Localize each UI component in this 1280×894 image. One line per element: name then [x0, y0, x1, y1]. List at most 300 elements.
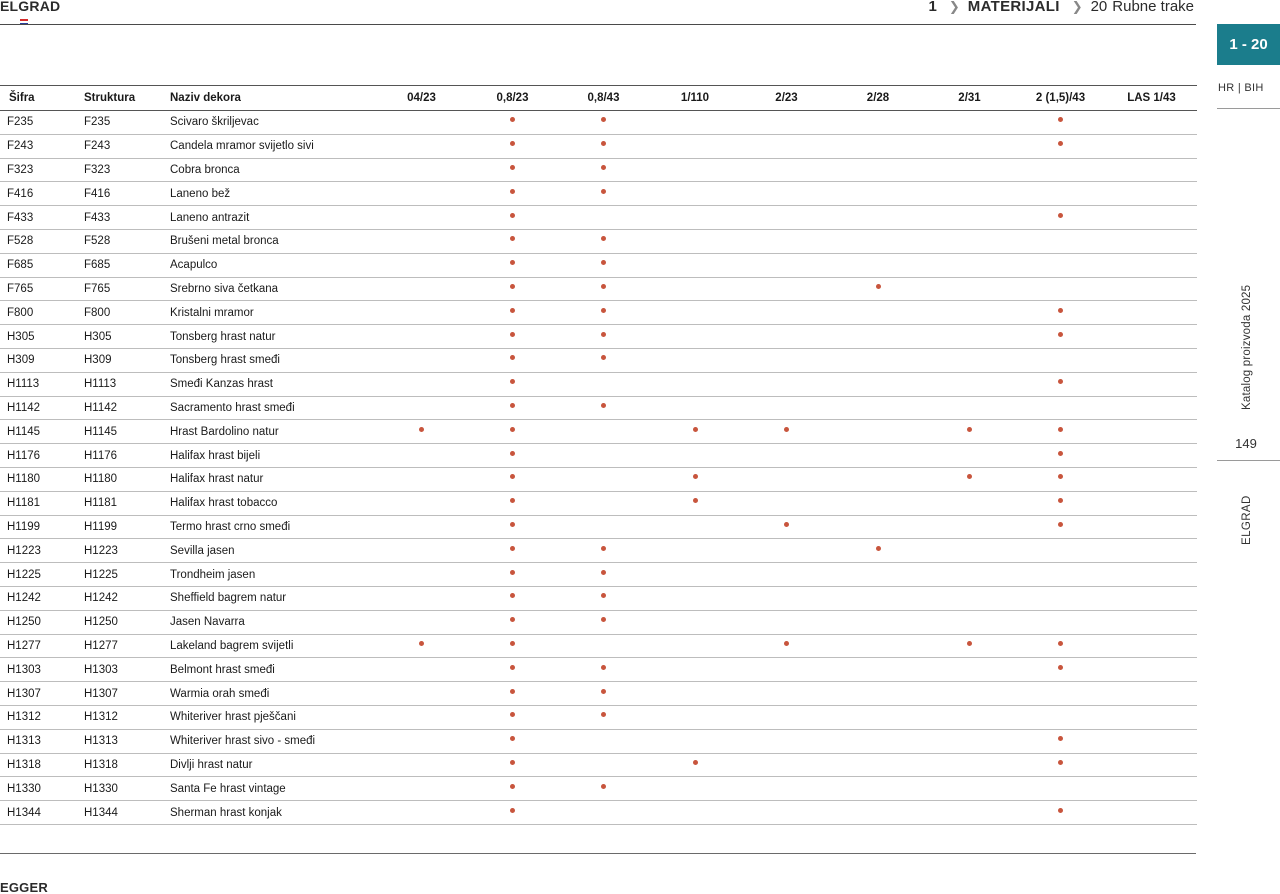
- cell-availability: [832, 753, 924, 777]
- cell-decor-name: Halifax hrast bijeli: [161, 444, 376, 468]
- cell-availability: [376, 777, 467, 801]
- cell-availability: [832, 444, 924, 468]
- cell-availability: [924, 515, 1015, 539]
- sidebar-divider: [1217, 108, 1280, 109]
- cell-availability: [832, 658, 924, 682]
- cell-availability: [1015, 586, 1106, 610]
- cell-availability: [649, 586, 741, 610]
- cell-availability: [376, 253, 467, 277]
- cell-availability: [832, 467, 924, 491]
- cell-availability: [1106, 610, 1197, 634]
- cell-availability: [558, 705, 649, 729]
- availability-dot-icon: [601, 617, 606, 622]
- cell-availability: [467, 444, 558, 468]
- cell-structure: F800: [75, 301, 161, 325]
- cell-availability: [1106, 277, 1197, 301]
- cell-availability: [376, 467, 467, 491]
- cell-availability: [376, 277, 467, 301]
- cell-availability: [924, 111, 1015, 135]
- cell-availability: [741, 158, 832, 182]
- cell-availability: [376, 705, 467, 729]
- table-row: [0, 658, 1197, 682]
- cell-availability: [649, 277, 741, 301]
- cell-availability: [1015, 539, 1106, 563]
- availability-dot-icon: [510, 165, 515, 170]
- cell-availability: [467, 491, 558, 515]
- cell-code: H1242: [0, 586, 75, 610]
- cell-availability: [1106, 134, 1197, 158]
- availability-dot-icon: [510, 355, 515, 360]
- cell-availability: [1015, 491, 1106, 515]
- table-header-row: [0, 86, 1197, 111]
- cell-availability: [741, 777, 832, 801]
- availability-dot-icon: [601, 784, 606, 789]
- cell-decor-name: Candela mramor svijetlo sivi: [161, 134, 376, 158]
- cell-availability: [376, 134, 467, 158]
- cell-availability: [467, 182, 558, 206]
- cell-availability: [924, 586, 1015, 610]
- cell-availability: [376, 491, 467, 515]
- section-tab[interactable]: 1 - 20: [1217, 24, 1280, 65]
- cell-availability: [1106, 539, 1197, 563]
- table-row: [0, 539, 1197, 563]
- cell-availability: [1106, 420, 1197, 444]
- availability-dot-icon: [1058, 117, 1063, 122]
- cell-availability: [558, 467, 649, 491]
- cell-availability: [741, 206, 832, 230]
- cell-availability: [1015, 229, 1106, 253]
- cell-availability: [1015, 634, 1106, 658]
- cell-availability: [741, 325, 832, 349]
- cell-availability: [558, 348, 649, 372]
- cell-availability: [649, 206, 741, 230]
- column-header: Naziv dekora: [161, 86, 376, 111]
- cell-availability: [924, 801, 1015, 825]
- availability-dot-icon: [510, 665, 515, 670]
- cell-availability: [649, 444, 741, 468]
- cell-availability: [649, 396, 741, 420]
- availability-dot-icon: [510, 236, 515, 241]
- cell-availability: [649, 182, 741, 206]
- availability-dot-icon: [419, 641, 424, 646]
- cell-availability: [467, 348, 558, 372]
- availability-dot-icon: [601, 546, 606, 551]
- cell-availability: [376, 801, 467, 825]
- cell-availability: [741, 444, 832, 468]
- availability-dot-icon: [784, 427, 789, 432]
- availability-dot-icon: [1058, 332, 1063, 337]
- cell-availability: [558, 586, 649, 610]
- cell-availability: [558, 777, 649, 801]
- availability-dot-icon: [601, 260, 606, 265]
- availability-dot-icon: [510, 784, 515, 789]
- table-row: [0, 301, 1197, 325]
- column-header: 2/28: [832, 86, 924, 111]
- cell-availability: [1106, 301, 1197, 325]
- availability-dot-icon: [1058, 213, 1063, 218]
- cell-availability: [741, 586, 832, 610]
- availability-dot-icon: [967, 474, 972, 479]
- cell-availability: [558, 610, 649, 634]
- column-header: Struktura: [75, 86, 161, 111]
- cell-availability: [467, 134, 558, 158]
- cell-availability: [832, 325, 924, 349]
- cell-availability: [741, 658, 832, 682]
- availability-dot-icon: [510, 474, 515, 479]
- cell-decor-name: Sheffield bagrem natur: [161, 586, 376, 610]
- cell-code: H1145: [0, 420, 75, 444]
- cell-code: F800: [0, 301, 75, 325]
- cell-availability: [832, 515, 924, 539]
- cell-availability: [924, 729, 1015, 753]
- cell-availability: [741, 539, 832, 563]
- cell-availability: [1106, 111, 1197, 135]
- cell-code: H1277: [0, 634, 75, 658]
- cell-availability: [741, 705, 832, 729]
- availability-dot-icon: [1058, 522, 1063, 527]
- availability-dot-icon: [693, 474, 698, 479]
- availability-dot-icon: [601, 308, 606, 313]
- availability-dot-icon: [601, 165, 606, 170]
- cell-availability: [467, 658, 558, 682]
- cell-availability: [832, 301, 924, 325]
- cell-availability: [1106, 634, 1197, 658]
- table-row: [0, 229, 1197, 253]
- cell-availability: [1015, 348, 1106, 372]
- cell-decor-name: Sherman hrast konjak: [161, 801, 376, 825]
- cell-availability: [832, 396, 924, 420]
- cell-availability: [741, 682, 832, 706]
- table-row: [0, 610, 1197, 634]
- breadcrumb-section-number: 20: [1090, 0, 1108, 15]
- availability-dot-icon: [1058, 141, 1063, 146]
- table-row: [0, 158, 1197, 182]
- table-row: [0, 396, 1197, 420]
- cell-availability: [649, 253, 741, 277]
- availability-dot-icon: [510, 117, 515, 122]
- cell-availability: [832, 253, 924, 277]
- cell-availability: [832, 563, 924, 587]
- cell-code: F323: [0, 158, 75, 182]
- cell-decor-name: Acapulco: [161, 253, 376, 277]
- cell-availability: [1015, 444, 1106, 468]
- chevron-right-icon: ❯: [1071, 0, 1083, 14]
- column-header: 0,8/43: [558, 86, 649, 111]
- cell-structure: H1176: [75, 444, 161, 468]
- cell-structure: F416: [75, 182, 161, 206]
- cell-availability: [1106, 229, 1197, 253]
- availability-dot-icon: [601, 665, 606, 670]
- breadcrumb-section-title: Rubne trake: [1112, 0, 1194, 15]
- cell-availability: [376, 301, 467, 325]
- brand-logo-bottom: EGGER: [0, 880, 48, 894]
- cell-availability: [376, 753, 467, 777]
- cell-availability: [467, 229, 558, 253]
- cell-availability: [558, 372, 649, 396]
- cell-availability: [467, 539, 558, 563]
- cell-availability: [558, 515, 649, 539]
- cell-availability: [558, 111, 649, 135]
- availability-dot-icon: [1058, 808, 1063, 813]
- cell-availability: [376, 206, 467, 230]
- cell-availability: [924, 753, 1015, 777]
- table-row: [0, 634, 1197, 658]
- cell-availability: [1015, 753, 1106, 777]
- column-header: 2 (1,5)/43: [1015, 86, 1106, 111]
- cell-availability: [1015, 277, 1106, 301]
- table-body: [0, 111, 1197, 825]
- cell-decor-name: Warmia orah smeđi: [161, 682, 376, 706]
- cell-availability: [376, 325, 467, 349]
- cell-availability: [1015, 515, 1106, 539]
- cell-availability: [1015, 705, 1106, 729]
- cell-code: H1330: [0, 777, 75, 801]
- cell-availability: [376, 348, 467, 372]
- cell-availability: [741, 277, 832, 301]
- cell-availability: [376, 682, 467, 706]
- cell-structure: F765: [75, 277, 161, 301]
- cell-availability: [741, 420, 832, 444]
- cell-availability: [558, 420, 649, 444]
- cell-availability: [649, 229, 741, 253]
- cell-availability: [1106, 586, 1197, 610]
- cell-availability: [1015, 563, 1106, 587]
- cell-availability: [649, 325, 741, 349]
- cell-availability: [832, 206, 924, 230]
- availability-dot-icon: [510, 451, 515, 456]
- cell-availability: [467, 467, 558, 491]
- cell-availability: [558, 396, 649, 420]
- cell-availability: [376, 444, 467, 468]
- cell-code: H1181: [0, 491, 75, 515]
- cell-decor-name: Cobra bronca: [161, 158, 376, 182]
- cell-availability: [649, 515, 741, 539]
- availability-dot-icon: [1058, 641, 1063, 646]
- cell-decor-name: Kristalni mramor: [161, 301, 376, 325]
- cell-availability: [467, 634, 558, 658]
- cell-availability: [832, 729, 924, 753]
- cell-availability: [832, 539, 924, 563]
- catalog-title: Katalog proizvoda 2025: [1241, 284, 1253, 410]
- cell-availability: [1015, 396, 1106, 420]
- cell-decor-name: Halifax hrast tobacco: [161, 491, 376, 515]
- cell-structure: H1318: [75, 753, 161, 777]
- cell-availability: [741, 729, 832, 753]
- availability-dot-icon: [510, 189, 515, 194]
- cell-decor-name: Divlji hrast natur: [161, 753, 376, 777]
- cell-availability: [924, 634, 1015, 658]
- cell-availability: [924, 444, 1015, 468]
- availability-dot-icon: [693, 498, 698, 503]
- cell-availability: [924, 229, 1015, 253]
- cell-availability: [376, 634, 467, 658]
- cell-availability: [467, 111, 558, 135]
- table-row: [0, 253, 1197, 277]
- cell-availability: [1015, 801, 1106, 825]
- cell-availability: [558, 539, 649, 563]
- cell-availability: [741, 610, 832, 634]
- cell-availability: [1106, 801, 1197, 825]
- language-label: HR | BIH: [1218, 82, 1264, 94]
- cell-decor-name: Sevilla jasen: [161, 539, 376, 563]
- cell-availability: [1106, 158, 1197, 182]
- cell-availability: [558, 134, 649, 158]
- cell-availability: [832, 491, 924, 515]
- cell-structure: F433: [75, 206, 161, 230]
- table-row: [0, 420, 1197, 444]
- cell-structure: H1344: [75, 801, 161, 825]
- cell-availability: [1106, 658, 1197, 682]
- cell-availability: [649, 539, 741, 563]
- cell-availability: [649, 158, 741, 182]
- availability-dot-icon: [510, 141, 515, 146]
- cell-availability: [376, 111, 467, 135]
- availability-dot-icon: [510, 332, 515, 337]
- cell-structure: F235: [75, 111, 161, 135]
- cell-structure: F685: [75, 253, 161, 277]
- cell-decor-name: Laneno antrazit: [161, 206, 376, 230]
- availability-dot-icon: [601, 570, 606, 575]
- cell-availability: [467, 801, 558, 825]
- cell-availability: [649, 134, 741, 158]
- cell-availability: [376, 586, 467, 610]
- availability-dot-icon: [419, 427, 424, 432]
- cell-availability: [741, 634, 832, 658]
- cell-code: F528: [0, 229, 75, 253]
- cell-availability: [741, 753, 832, 777]
- availability-dot-icon: [510, 712, 515, 717]
- table-row: [0, 801, 1197, 825]
- cell-structure: H1113: [75, 372, 161, 396]
- availability-dot-icon: [1058, 760, 1063, 765]
- cell-availability: [376, 229, 467, 253]
- column-header: LAS 1/43: [1106, 86, 1197, 111]
- column-header: 2/31: [924, 86, 1015, 111]
- cell-availability: [832, 634, 924, 658]
- cell-availability: [1106, 491, 1197, 515]
- cell-decor-name: Brušeni metal bronca: [161, 229, 376, 253]
- cell-availability: [924, 372, 1015, 396]
- availability-dot-icon: [510, 617, 515, 622]
- availability-dot-icon: [1058, 498, 1063, 503]
- cell-availability: [1106, 372, 1197, 396]
- sidebar-brand: ELGRAD: [1241, 495, 1253, 545]
- availability-dot-icon: [693, 760, 698, 765]
- cell-availability: [924, 682, 1015, 706]
- cell-structure: H1307: [75, 682, 161, 706]
- cell-availability: [376, 182, 467, 206]
- cell-availability: [924, 563, 1015, 587]
- availability-dot-icon: [601, 141, 606, 146]
- cell-structure: H1303: [75, 658, 161, 682]
- availability-dot-icon: [601, 355, 606, 360]
- column-header: 04/23: [376, 86, 467, 111]
- page-number: 149: [1235, 436, 1257, 451]
- cell-availability: [924, 253, 1015, 277]
- cell-availability: [467, 705, 558, 729]
- table-row: [0, 325, 1197, 349]
- cell-availability: [558, 444, 649, 468]
- cell-decor-name: Jasen Navarra: [161, 610, 376, 634]
- cell-availability: [741, 253, 832, 277]
- chevron-right-icon: ❯: [948, 0, 960, 14]
- availability-dot-icon: [601, 189, 606, 194]
- cell-availability: [1106, 515, 1197, 539]
- brand-logo-top: ELGRAD: [0, 0, 61, 14]
- cell-availability: [558, 182, 649, 206]
- cell-decor-name: Srebrno siva četkana: [161, 277, 376, 301]
- cell-structure: H1330: [75, 777, 161, 801]
- cell-structure: H309: [75, 348, 161, 372]
- cell-availability: [924, 158, 1015, 182]
- cell-availability: [924, 277, 1015, 301]
- cell-availability: [924, 301, 1015, 325]
- cell-availability: [376, 420, 467, 444]
- cell-availability: [741, 301, 832, 325]
- cell-code: H309: [0, 348, 75, 372]
- cell-availability: [649, 610, 741, 634]
- decor-table: [0, 85, 1197, 825]
- cell-availability: [649, 658, 741, 682]
- cell-availability: [376, 539, 467, 563]
- header-divider: [0, 24, 1196, 25]
- cell-availability: [1106, 206, 1197, 230]
- cell-availability: [558, 158, 649, 182]
- cell-availability: [1015, 420, 1106, 444]
- table-row: [0, 348, 1197, 372]
- column-header: 1/110: [649, 86, 741, 111]
- cell-availability: [649, 705, 741, 729]
- availability-dot-icon: [601, 689, 606, 694]
- cell-availability: [741, 801, 832, 825]
- cell-availability: [376, 515, 467, 539]
- cell-code: H1113: [0, 372, 75, 396]
- availability-dot-icon: [1058, 665, 1063, 670]
- cell-decor-name: Sacramento hrast smeđi: [161, 396, 376, 420]
- availability-dot-icon: [510, 284, 515, 289]
- table-row: [0, 729, 1197, 753]
- cell-decor-name: Whiteriver hrast pješčani: [161, 705, 376, 729]
- cell-availability: [924, 396, 1015, 420]
- cell-availability: [924, 420, 1015, 444]
- cell-availability: [924, 777, 1015, 801]
- availability-dot-icon: [601, 712, 606, 717]
- cell-availability: [558, 229, 649, 253]
- cell-availability: [924, 705, 1015, 729]
- cell-availability: [1106, 396, 1197, 420]
- breadcrumb-chapter-link[interactable]: MATERIJALI: [967, 0, 1060, 15]
- cell-availability: [924, 206, 1015, 230]
- cell-decor-name: Termo hrast crno smeđi: [161, 515, 376, 539]
- cell-code: H1250: [0, 610, 75, 634]
- availability-dot-icon: [510, 546, 515, 551]
- cell-availability: [649, 753, 741, 777]
- cell-availability: [1106, 325, 1197, 349]
- cell-availability: [1106, 729, 1197, 753]
- cell-code: H1225: [0, 563, 75, 587]
- cell-availability: [649, 372, 741, 396]
- cell-code: H1176: [0, 444, 75, 468]
- cell-availability: [649, 634, 741, 658]
- cell-code: H1344: [0, 801, 75, 825]
- cell-decor-name: Trondheim jasen: [161, 563, 376, 587]
- availability-dot-icon: [510, 808, 515, 813]
- availability-dot-icon: [510, 522, 515, 527]
- availability-dot-icon: [601, 284, 606, 289]
- cell-availability: [741, 229, 832, 253]
- table-row: [0, 777, 1197, 801]
- cell-availability: [649, 420, 741, 444]
